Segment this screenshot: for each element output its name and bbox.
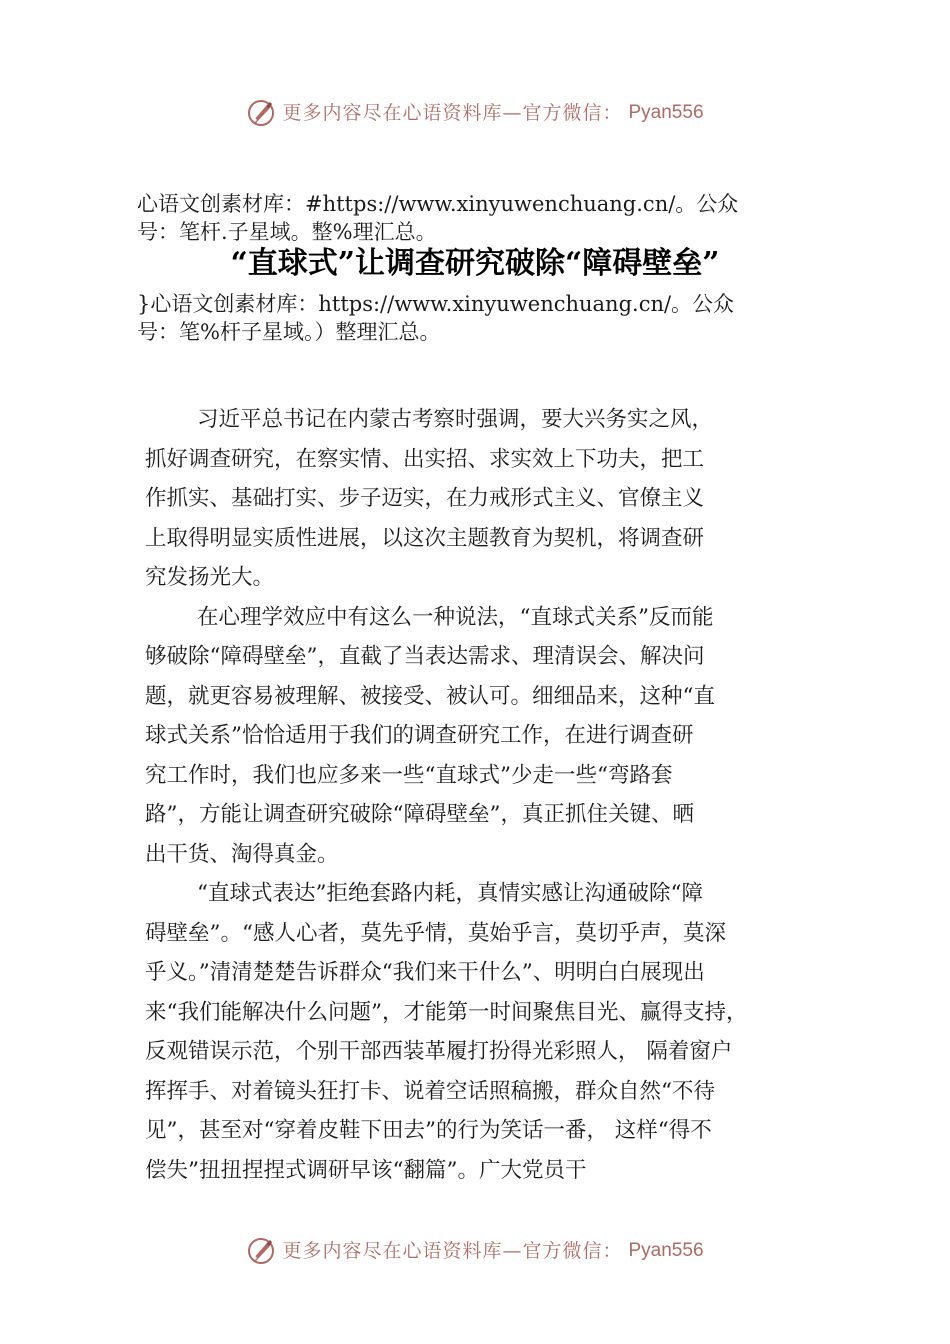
paragraph-line: 偿失”扭扭捏捏式调研早该“翻篇”。广大党员干 (145, 1157, 587, 1183)
paragraph-line: 抓好调查研究，在察实情、出实招、求实效上下功夫，把工 (145, 446, 705, 472)
paragraph-line: 究工作时，我们也应多来一些“直球式”少走一些“弯路套 (145, 762, 673, 788)
paragraph-line: 够破除“障碍壁垒”，直截了当表达需求、理清误会、解决问 (145, 644, 705, 669)
source-note-top (137, 190, 827, 246)
source-note-bottom-line: }心语文创素材库：https://www.xinyuwenchuang.cn/。公众 (137, 292, 735, 316)
paragraph (145, 598, 835, 875)
paragraph-line: 究发扬光大。 (145, 565, 275, 590)
paragraph-line: 乎义。”清清楚楚告诉群众“我们来干什么”、明明白白展现出 (145, 960, 705, 985)
paragraph-line: 见”，甚至对“穿着皮鞋下田去”的行为笑话一番， 这样“得不 (145, 1118, 712, 1143)
paragraph-line: 题，就更容易被理解、被接受、被认可。细细品来，这种“直 (145, 683, 715, 709)
paragraph-line: 在心理学效应中有这么一种说法，“直球式关系”反而能 (197, 604, 714, 630)
source-note-top-line: 心语文创素材库：#https://www.xinyuwenchuang.cn/。公众 (137, 192, 739, 216)
article-body (145, 400, 835, 1190)
footer-banner (0, 1236, 950, 1275)
paragraph-line: 出干货、淘得真金。 (145, 841, 339, 867)
pen-logo-icon (246, 98, 276, 128)
paragraph-line: “直球式表达”拒绝套路内耗，真情实感让沟通破除“障 (197, 881, 703, 906)
paragraph (145, 874, 835, 1190)
source-note-bottom (137, 290, 827, 346)
paragraph-line: 路”，方能让调查研究破除“障碍壁垒”，真正抓住关键、晒 (145, 802, 694, 827)
paragraph-line: 球式关系”恰恰适用于我们的调查研究工作，在进行调查研 (145, 723, 694, 748)
header-banner (0, 98, 950, 137)
paragraph-line: 碍壁垒”。“感人心者，莫先乎情，莫始乎言，莫切乎声，莫深 (145, 920, 726, 946)
paragraph-line: 反观错误示范，个别干部西装革履打扮得光彩照人， 隔着窗户 (145, 1039, 733, 1064)
paragraph (145, 400, 835, 598)
source-note-top-line: 号：笔杆.子星域。整%理汇总。 (137, 220, 437, 244)
footer-banner-id: Pyan556 (628, 1240, 704, 1261)
paragraph-line: 上取得明显实质性进展，以这次主题教育为契机，将调查研 (145, 525, 705, 551)
paragraph-line: 挥挥手、对着镜头狂打卡、说着空话照稿搬，群众自然“不待 (145, 1078, 715, 1104)
document-title: “直球式”让调查研究破除“障碍壁垒” (230, 246, 720, 281)
pen-logo-icon (246, 1236, 276, 1266)
paragraph-line: 来“我们能解决什么问题”，才能第一时间聚焦目光、赢得支持， (145, 999, 748, 1025)
header-banner-id: Pyan556 (628, 102, 704, 123)
paragraph-line: 作抓实、基础打实、步子迈实，在力戒形式主义、官僚主义 (145, 486, 705, 511)
source-note-bottom-line: 号：笔%杆子星域。）整理汇总。 (137, 320, 441, 344)
header-banner-text: 更多内容尽在心语资料库—官方微信： (282, 102, 623, 124)
paragraph-line: 习近平总书记在内蒙古考察时强调，要大兴务实之风， (197, 407, 714, 432)
footer-banner-text: 更多内容尽在心语资料库—官方微信： (282, 1240, 623, 1262)
